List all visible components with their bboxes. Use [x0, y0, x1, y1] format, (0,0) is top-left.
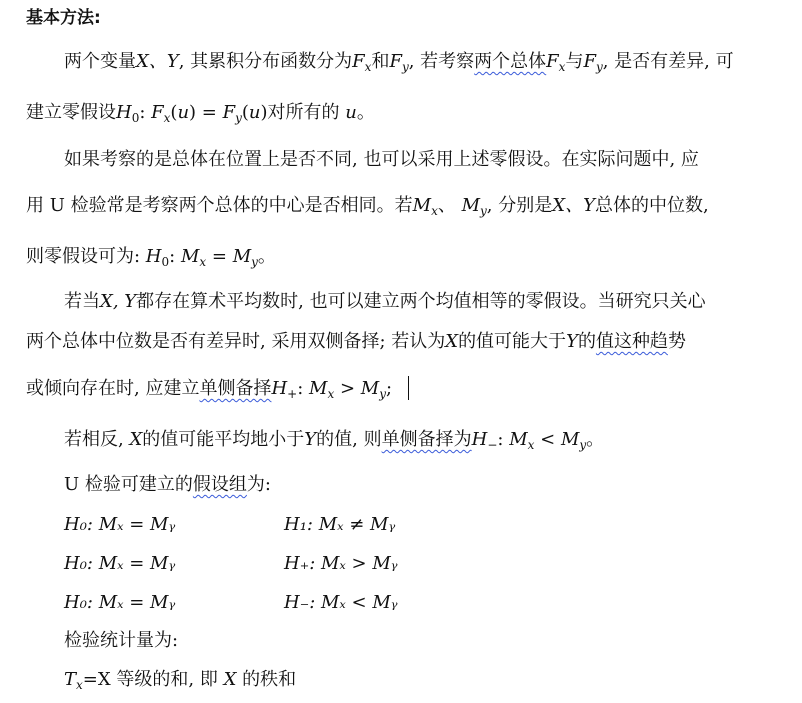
hypothesis-h0-row-1: H₀: Mₓ = Mᵧ — [64, 514, 176, 535]
math-alt-greater: $H_+$: $M_x > M_y$ — [271, 378, 386, 401]
paragraph-4: 若相反, X的值可能平均地小于Y的值, 则单侧备择为$H_-$: $M_x < M_y$。 — [64, 429, 605, 452]
paragraph-3-line-1: 若当X, Y都存在算术平均数时, 也可以建立两个均值相等的零假设。当研究只关心 — [64, 291, 706, 312]
paragraph-1-line-2: 建立零假设$H_0$: $F_x(u) = F_y(u)$对所有的 u。 — [26, 102, 375, 125]
spellcheck-squiggle[interactable]: 两个总体 — [474, 51, 547, 72]
hypothesis-h1-row-1: H₁: Mₓ ≠ Mᵧ — [284, 514, 396, 535]
hypothesis-h0-row-3: H₀: Mₓ = Mᵧ — [64, 592, 176, 613]
hypothesis-hplus-row-2: H₊: Mₓ > Mᵧ — [284, 553, 398, 574]
spellcheck-squiggle[interactable]: 值这种趋 — [595, 331, 668, 352]
spellcheck-squiggle[interactable]: 单侧备择为 — [381, 429, 472, 450]
math-alt-less: $H_-$: $M_x < M_y$ — [471, 429, 587, 452]
math-Fy: $F_y$ — [389, 51, 409, 74]
paragraph-5: U 检验可建立的假设组为: — [64, 474, 271, 495]
hypothesis-hminus-row-3: H₋: Mₓ < Mᵧ — [284, 592, 398, 613]
paragraph-6: 检验统计量为: — [64, 630, 179, 651]
math-Fx: $F_x$ — [352, 51, 372, 74]
spellcheck-squiggle[interactable]: 单侧备择 — [199, 378, 272, 399]
spellcheck-squiggle[interactable]: 假设组 — [192, 474, 247, 495]
paragraph-3-line-3: 或倾向存在时, 应建立单侧备择$H_+$: $M_x > M_y$; — [26, 376, 409, 400]
paragraph-2-line-2: 用 U 检验常是考察两个总体的中心是否相同。若$M_x$、 $M_y$, 分别是X、Y总体的中位数, — [26, 195, 709, 218]
text-cursor — [408, 376, 409, 400]
paragraph-2-line-1: 如果考察的是总体在位置上是否不同, 也可以采用上述零假设。在实际问题中, 应 — [64, 149, 699, 170]
math-Tx: $T_x$ — [64, 669, 83, 692]
math-null-hypothesis: $H_0$: $F_x(u) = F_y(u)$ — [116, 102, 268, 125]
paragraph-7: $T_x=X$ 等级的和, 即 X 的秩和 — [64, 669, 297, 692]
hypothesis-h0-row-2: H₀: Mₓ = Mᵧ — [64, 553, 176, 574]
paragraph-2-line-3: 则零假设可为: $H_0$: $M_x = M_y$。 — [26, 246, 276, 269]
paragraph-3-line-2: 两个总体中位数是否有差异时, 采用双侧备择; 若认为X的值可能大于Y的值这种趋势 — [26, 331, 686, 352]
paragraph-1-line-1: 两个变量X、Y, 其累积分布函数分为$F_x$和$F_y$, 若考察两个总体$F_x$与$F_y$, 是否有差异, 可 — [64, 51, 734, 74]
section-heading: 基本方法: — [26, 8, 101, 28]
math-median-hypothesis: $H_0$: $M_x = M_y$ — [145, 246, 258, 269]
